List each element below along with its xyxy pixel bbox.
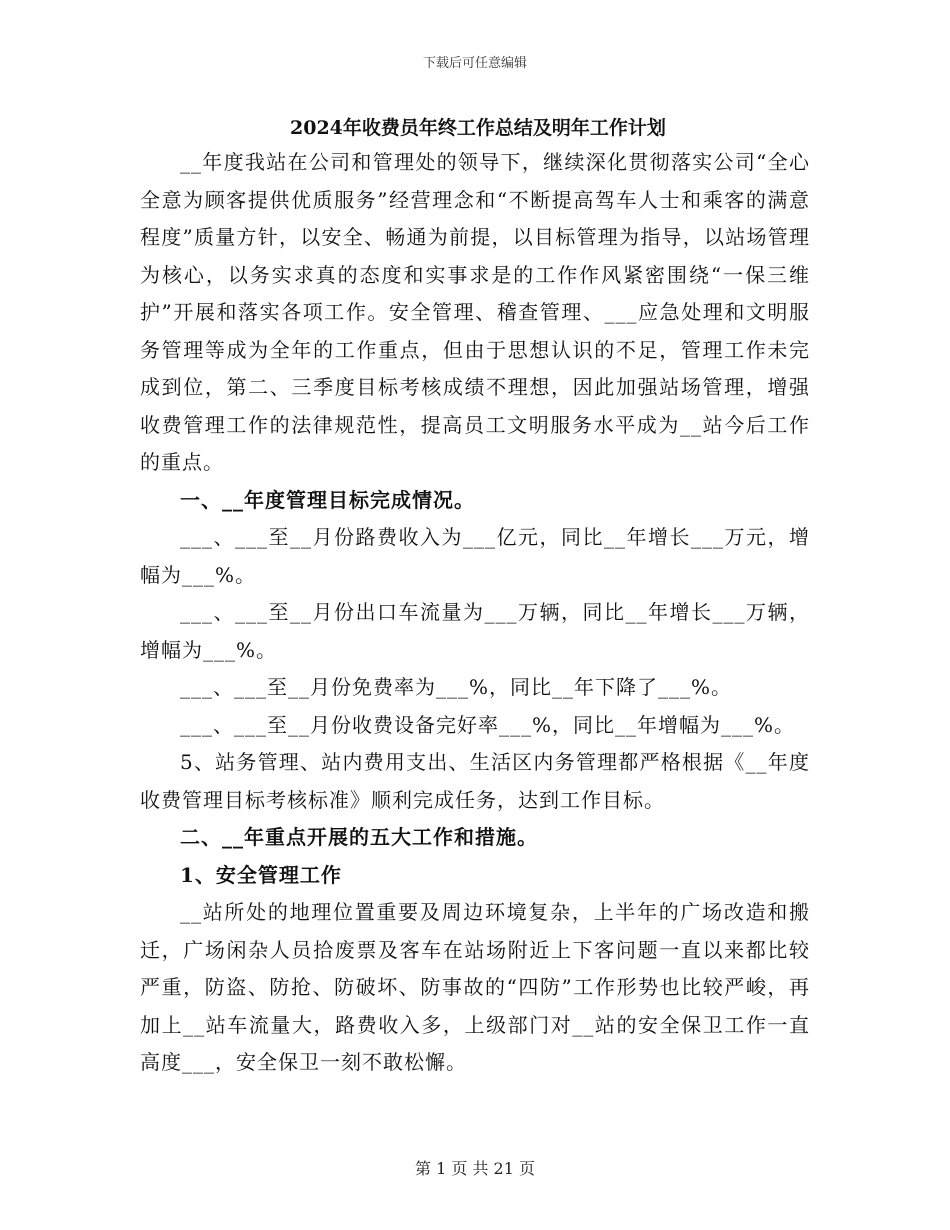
intro-paragraph: __年度我站在公司和管理处的领导下，继续深化贯彻落实公司“全心全意为顾客提供优质服务”经营理念和“不断提高驾车人士和乘客的满意程度”质量方针，以安全、畅通为前提，以目标管理为指导，以站场管理为核心，以务实求真的态度和实事求是的工作作风紧密围绕“一保三维护”开展和落实各项工作。安全管理、稽查管理、___应急处理和文明服务管理等成为全年的工作重点，但由于思想认识的不足，管理工作未完成到位，第二、三季度目标考核成绩不理想，因此加强站场管理，增强收费管理工作的法律规范性，提高员工文明服务水平成为__站今后工作的重点。 (140, 150, 810, 474)
subsection-heading-1: 1、安全管理工作 (180, 862, 342, 887)
list-item: ___、___至__月份路费收入为___亿元，同比__年增长___万元，增幅为___%。 (140, 525, 810, 587)
list-item: ___、___至__月份免费率为___%，同比__年下降了___%。 (180, 675, 733, 699)
list-item: 5、站务管理、站内费用支出、生活区内务管理都严格根据《__年度收费管理目标考核标准》顺利完成任务，达到工作目标。 (140, 750, 810, 812)
list-item: ___、___至__月份出口车流量为___万辆，同比__年增长___万辆，增幅为___%。 (140, 600, 810, 662)
list-item: ___、___至__月份收费设备完好率___%，同比__年增幅为___%。 (180, 712, 796, 737)
document-title: 2024年收费员年终工作总结及明年工作计划 (290, 117, 666, 139)
section-heading-2: 二、__年重点开展的五大工作和措施。 (180, 825, 538, 849)
page-number: 第 1 页 共 21 页 (415, 1159, 535, 1178)
section-heading-1: 一、__年度管理目标完成情况。 (180, 487, 475, 512)
document-body (140, 112, 810, 1082)
subsection-paragraph: __站所处的地理位置重要及周边环境复杂，上半年的广场改造和搬迁，广场闲杂人员拾废票及客车在站场附近上下客问题一直以来都比较严重，防盗、防抢、防破坏、防事故的“四防”工作形势也比较严峻，再加上__站车流量大，路费收入多，上级部门对__站的安全保卫工作一直高度___，安全保卫一刻不敢松懈。 (140, 900, 810, 1074)
page-header-note: 下载后可任意编辑 (422, 56, 527, 71)
